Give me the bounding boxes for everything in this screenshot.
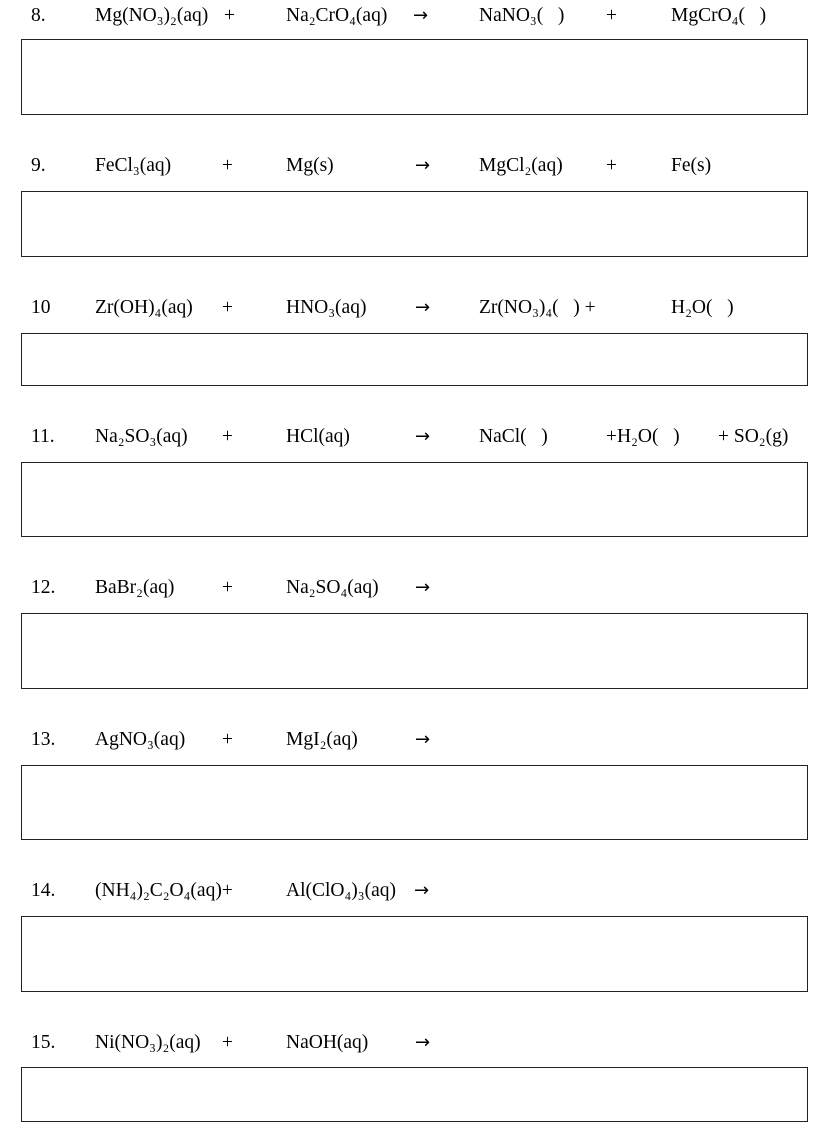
reactant-2: Mg(s) (286, 155, 334, 176)
reactant-2: HNO₃(aq) (286, 297, 367, 318)
product-1: NaNO₃( ) (479, 5, 565, 26)
answer-box-9[interactable] (21, 191, 808, 257)
question-13-equation (0, 725, 840, 755)
answer-box-13[interactable] (21, 765, 808, 840)
reactant-2: Al(ClO₄)₃(aq) (286, 880, 396, 901)
answer-box-8[interactable] (21, 39, 808, 115)
reaction-arrow: → (415, 577, 431, 598)
plus-sign: + (606, 5, 617, 26)
product-2: H₂O( ) (671, 297, 734, 318)
reaction-arrow: → (415, 426, 431, 447)
reactant-2: HCl(aq) (286, 426, 350, 447)
answer-box-14[interactable] (21, 916, 808, 992)
product-3: + SO₂(g) (718, 426, 789, 447)
question-9-equation (0, 151, 840, 181)
reactant-1: FeCl₃(aq) (95, 155, 172, 176)
reactant-1: BaBr₂(aq) (95, 577, 175, 598)
plus-sign: + (222, 297, 233, 318)
product-1: NaCl( ) (479, 426, 548, 447)
question-number: 14. (31, 880, 56, 901)
reactant-1: Ni(NO₃)₂(aq) (95, 1032, 201, 1053)
plus-sign: + (222, 426, 233, 447)
reaction-arrow: → (413, 5, 429, 26)
question-11-equation (0, 422, 840, 452)
question-number: 11. (31, 426, 55, 447)
plus-sign: + (222, 577, 233, 598)
plus-sign: + (224, 5, 235, 26)
product-2: MgCrO₄( ) (671, 5, 767, 26)
question-number: 9. (31, 155, 46, 176)
question-8-equation (0, 1, 840, 31)
reactant-1: (NH₄)₂C₂O₄(aq)+ (95, 880, 233, 901)
plus-sign: + (606, 155, 617, 176)
question-10-equation (0, 293, 840, 323)
question-number: 13. (31, 729, 56, 750)
reactant-2: NaOH(aq) (286, 1032, 369, 1053)
product-2: +H₂O( ) (606, 426, 680, 447)
product-1: MgCl₂(aq) (479, 155, 563, 176)
question-number: 8. (31, 5, 46, 26)
plus-sign: + (222, 155, 233, 176)
plus-sign: + (222, 729, 233, 750)
question-number: 10 (31, 297, 51, 318)
reactant-1: Zr(OH)₄(aq) (95, 297, 193, 318)
question-12-equation (0, 573, 840, 603)
plus-sign: + (222, 1032, 233, 1053)
question-15-equation (0, 1028, 840, 1058)
reaction-arrow: → (415, 729, 431, 750)
product-2: Fe(s) (671, 155, 712, 176)
reactant-1: Mg(NO₃)₂(aq) (95, 5, 209, 26)
question-number: 12. (31, 577, 56, 598)
answer-box-11[interactable] (21, 462, 808, 537)
answer-box-10[interactable] (21, 333, 808, 386)
product-1: Zr(NO₃)₄( ) + (479, 297, 596, 318)
answer-box-12[interactable] (21, 613, 808, 689)
reactant-2: Na₂CrO₄(aq) (286, 5, 388, 26)
question-14-equation (0, 876, 840, 906)
answer-box-15[interactable] (21, 1067, 808, 1122)
reactant-1: Na₂SO₃(aq) (95, 426, 188, 447)
reaction-arrow: → (414, 880, 430, 901)
reactant-1: AgNO₃(aq) (95, 729, 186, 750)
reaction-arrow: → (415, 1032, 431, 1053)
reaction-arrow: → (415, 155, 431, 176)
reaction-arrow: → (415, 297, 431, 318)
reactant-2: MgI₂(aq) (286, 729, 358, 750)
question-number: 15. (31, 1032, 56, 1053)
reactant-2: Na₂SO₄(aq) (286, 577, 379, 598)
